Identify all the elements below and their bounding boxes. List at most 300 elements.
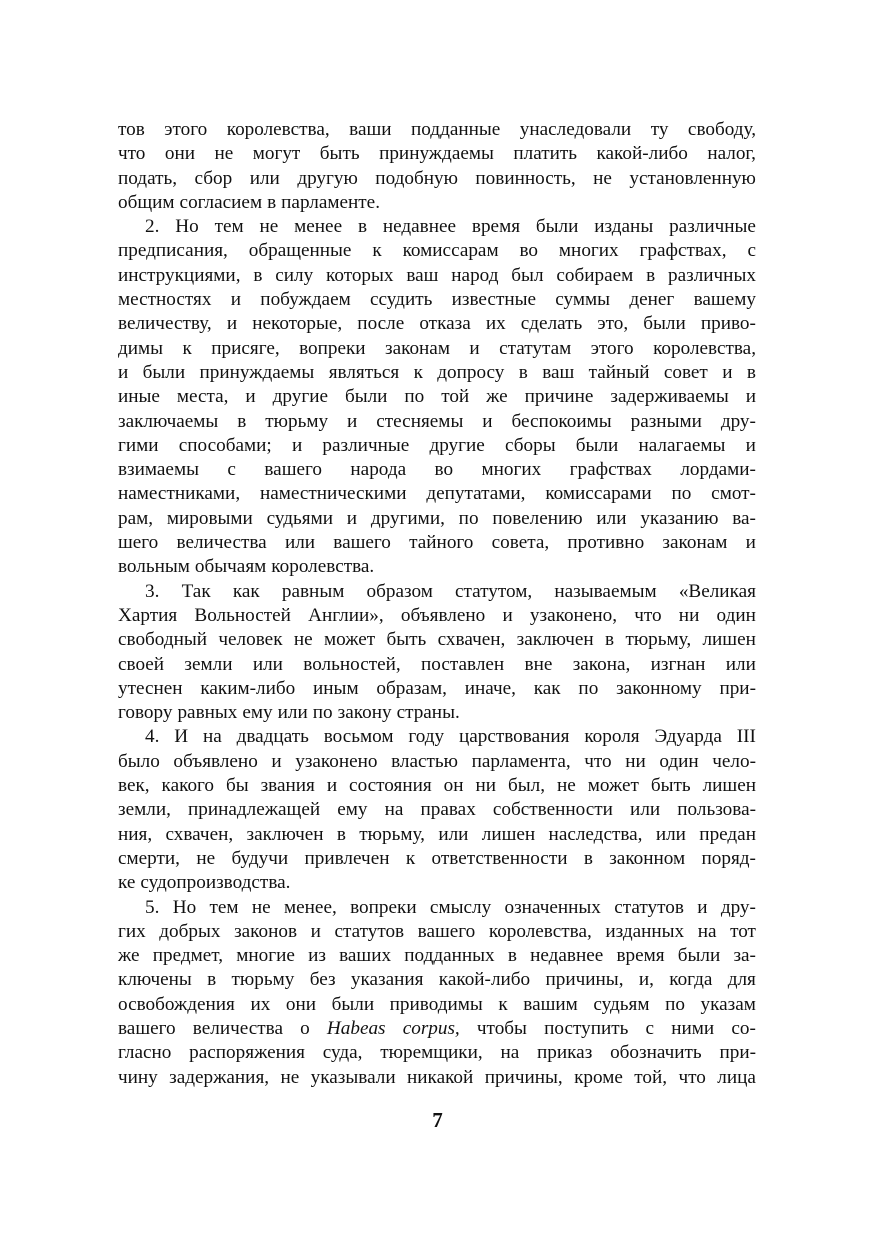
word: причины,: [545, 969, 624, 991]
word: приказ: [537, 1042, 593, 1064]
word: в: [267, 191, 277, 213]
text-line: [118, 507, 756, 531]
body-text: [118, 118, 756, 1090]
word: какой-либо: [438, 969, 531, 991]
word: по: [665, 993, 685, 1015]
word: был: [511, 264, 544, 286]
word: стесняемы: [376, 410, 464, 432]
text-line: [118, 167, 756, 191]
word: менее: [294, 216, 343, 238]
word: статутам: [499, 337, 572, 359]
word: объявлено: [173, 750, 258, 772]
word: той,: [634, 1066, 668, 1088]
word: чело-: [712, 750, 756, 772]
word: по: [671, 483, 692, 505]
word: ссудить: [370, 289, 433, 311]
word: побуждаем: [260, 289, 351, 311]
word: вопреки: [299, 337, 366, 359]
word: тюрьму,: [359, 823, 425, 845]
word: во: [519, 240, 539, 262]
word: присяге,: [211, 337, 280, 359]
word: и: [245, 386, 256, 408]
word: своей: [118, 653, 165, 675]
word: унаследовали: [519, 119, 632, 140]
word: многих: [558, 240, 619, 262]
word: Англии»,: [308, 604, 384, 626]
word: из: [308, 945, 326, 967]
word: местностях: [118, 289, 212, 311]
word: и: [722, 361, 733, 383]
word: равных: [177, 702, 238, 724]
word: при-: [719, 1042, 756, 1064]
word: в: [583, 847, 593, 869]
word: иные: [118, 386, 160, 408]
word: не: [293, 629, 313, 651]
text-line: [118, 604, 756, 628]
word: их: [485, 313, 506, 335]
word: никакой: [407, 1066, 474, 1088]
word: может: [587, 775, 639, 797]
word: налог,: [707, 143, 756, 165]
word: утеснен: [118, 677, 183, 699]
word: какого: [161, 775, 215, 797]
word: и: [745, 434, 756, 456]
word: тайного: [409, 532, 474, 554]
word: свободу,: [687, 119, 756, 140]
word: ему: [337, 799, 368, 821]
word: или: [438, 823, 469, 845]
word: когда: [669, 969, 713, 991]
word: для: [727, 969, 756, 991]
word: суда,: [322, 1042, 363, 1064]
word: не: [251, 896, 271, 918]
word: или: [252, 653, 283, 675]
word: рам,: [118, 507, 154, 529]
word: 2.: [145, 216, 160, 238]
word: или: [596, 507, 627, 529]
word: ключены: [118, 969, 192, 991]
word: и: [118, 361, 129, 383]
word: народ: [451, 264, 499, 286]
word: вашему: [693, 289, 756, 311]
text-line: [118, 312, 756, 336]
word: и: [482, 410, 493, 432]
word: по: [312, 702, 333, 724]
word: вашим: [523, 993, 578, 1015]
word: с: [645, 1017, 655, 1039]
word: тем: [209, 896, 239, 918]
word: ке: [118, 872, 136, 894]
word: принуждаемы: [379, 143, 494, 165]
word: этого: [590, 337, 634, 359]
text-line: [118, 458, 756, 482]
word: и: [502, 604, 513, 626]
text-line: [118, 968, 756, 992]
word: и: [310, 920, 321, 942]
word: узаконено,: [529, 604, 617, 626]
text-line: [118, 896, 756, 920]
word: смыслу: [429, 896, 492, 918]
text-line: [118, 677, 756, 701]
word: комиссарам: [402, 240, 499, 262]
word: гих: [118, 920, 146, 942]
word: сделать: [520, 313, 583, 335]
word: или: [630, 799, 661, 821]
word: вопреки: [350, 896, 417, 918]
text-line: [118, 628, 756, 652]
word: закона,: [572, 653, 631, 675]
word: на: [500, 1042, 520, 1064]
word: шего: [118, 532, 159, 554]
text-line: [118, 191, 756, 215]
word: депутатами,: [426, 483, 526, 505]
word: «Великая: [678, 580, 756, 602]
word: инструкциями,: [118, 264, 241, 286]
word: известные: [451, 289, 537, 311]
word: Но: [172, 896, 197, 918]
word: иным: [313, 677, 359, 699]
word: во: [434, 459, 454, 481]
word: ни: [475, 775, 497, 797]
text-line: [118, 1066, 756, 1090]
text-line: [118, 361, 756, 385]
word: век,: [118, 775, 150, 797]
word: как: [232, 580, 260, 602]
word: и: [745, 532, 756, 554]
word: изданных: [605, 920, 685, 942]
word: в: [646, 264, 656, 286]
word: образам,: [376, 677, 447, 699]
word: повинность,: [475, 167, 576, 189]
word: тюрьму: [231, 969, 295, 991]
word: чину: [118, 1066, 158, 1088]
italic-word: Habeas: [326, 1017, 386, 1039]
word: освобождения: [118, 993, 235, 1015]
text-line: [118, 118, 756, 142]
word: общим: [118, 191, 175, 213]
word: он: [443, 775, 464, 797]
word: лордами-: [680, 459, 756, 481]
word: на: [384, 799, 404, 821]
word: в: [605, 629, 615, 651]
word: другие: [272, 386, 328, 408]
word: в: [507, 945, 517, 967]
word: графствах,: [639, 240, 727, 262]
text-line: [118, 482, 756, 506]
word: к: [405, 847, 416, 869]
word: без: [309, 969, 336, 991]
word: другие: [429, 434, 485, 456]
word: места,: [176, 386, 229, 408]
word: предмет,: [152, 945, 224, 967]
word: в: [746, 361, 756, 383]
word: и: [469, 337, 480, 359]
word: смот-: [711, 483, 756, 505]
word: что: [118, 143, 146, 165]
text-line: [118, 944, 756, 968]
word: тот: [730, 920, 756, 942]
text-line: [118, 434, 756, 458]
word: поставлен: [421, 653, 505, 675]
word: силу: [275, 264, 314, 286]
text-line: [118, 1041, 756, 1065]
word: человек: [218, 629, 283, 651]
word: лишен: [702, 629, 756, 651]
word: объявлено: [400, 604, 486, 626]
word: III: [736, 726, 756, 748]
word: в: [357, 216, 368, 238]
word: величества: [176, 532, 267, 554]
word: недавнее: [530, 945, 604, 967]
word: обозначить: [610, 1042, 702, 1064]
text-line: [118, 725, 756, 749]
word: задерживаемы: [610, 386, 729, 408]
word: в: [237, 410, 247, 432]
word: наследства,: [548, 823, 643, 845]
word: заключаемы: [118, 410, 219, 432]
word: и: [271, 750, 282, 772]
word: другими,: [370, 507, 445, 529]
word: являться: [328, 361, 400, 383]
word: свободный: [118, 629, 208, 651]
word: тов: [118, 119, 145, 140]
word: быть: [319, 143, 360, 165]
word: это,: [597, 313, 629, 335]
word: короля: [584, 726, 640, 748]
word: гласно: [118, 1042, 172, 1064]
word: при-: [719, 677, 756, 699]
word: какой-либо: [596, 143, 688, 165]
word: же: [118, 945, 140, 967]
word: лишен: [481, 823, 536, 845]
word: гими: [118, 434, 159, 456]
text-line: [118, 701, 756, 725]
text-line: [118, 798, 756, 822]
word: наместниками,: [118, 483, 241, 505]
word: образом: [366, 580, 433, 602]
word: схвачен,: [165, 823, 234, 845]
word: обращенные: [248, 240, 352, 262]
word: ту: [650, 119, 669, 140]
word: восьмом: [323, 726, 394, 748]
word: тайный: [588, 361, 650, 383]
word: допросу: [437, 361, 505, 383]
word: Хартия: [118, 604, 178, 626]
word: они: [164, 143, 195, 165]
word: платить: [513, 143, 578, 165]
word: подданные: [411, 119, 501, 140]
word: Так: [181, 580, 211, 602]
word: народа: [350, 459, 407, 481]
word: властью: [391, 750, 458, 772]
word: судьями: [266, 507, 333, 529]
word: королевства,: [653, 337, 756, 359]
word: на: [697, 920, 717, 942]
word: наместническими: [259, 483, 407, 505]
word: к: [372, 240, 382, 262]
word: или: [249, 167, 280, 189]
word: взимаемы: [118, 459, 199, 481]
text-line: [118, 239, 756, 263]
word: и: [226, 313, 238, 335]
word: узаконено: [295, 750, 378, 772]
word: предписания,: [118, 240, 228, 262]
word: царствования: [458, 726, 570, 748]
word: Но: [175, 216, 199, 238]
word: сбор: [194, 167, 233, 189]
word: совет: [663, 361, 708, 383]
word: изданы: [594, 216, 654, 238]
word: которых: [326, 264, 394, 286]
word: пользова-: [677, 799, 756, 821]
word: были: [535, 216, 579, 238]
word: 3.: [145, 580, 160, 602]
word: вне: [524, 653, 553, 675]
word: каким-либо: [200, 677, 296, 699]
word: году: [408, 726, 445, 748]
word: комиссарами: [545, 483, 652, 505]
word: быть: [386, 629, 427, 651]
word: королевства,: [226, 119, 330, 140]
word: димы: [118, 337, 164, 359]
word: приво-: [700, 313, 756, 335]
word: некоторые,: [252, 313, 343, 335]
word: распоряжения: [189, 1042, 305, 1064]
word: может: [324, 629, 376, 651]
word: к: [182, 337, 192, 359]
word: были: [331, 993, 375, 1015]
word: тюрьму,: [625, 629, 692, 651]
word: принуждаемы: [199, 361, 315, 383]
word: их: [250, 993, 271, 1015]
word: схвачен,: [437, 629, 506, 651]
word: состояния: [349, 775, 432, 797]
word: разными: [630, 410, 702, 432]
word: другую: [297, 167, 358, 189]
text-line: [118, 1017, 756, 1041]
word: той: [441, 386, 470, 408]
word: дру-: [720, 410, 756, 432]
word: означенных: [504, 896, 601, 918]
word: в: [207, 969, 217, 991]
text-line: [118, 410, 756, 434]
word: вашего: [417, 920, 476, 942]
word: или: [277, 702, 308, 724]
word: мировыми: [166, 507, 253, 529]
word: статутом,: [455, 580, 533, 602]
word: же: [486, 386, 508, 408]
word: приводимы: [389, 993, 483, 1015]
text-line: [118, 653, 756, 677]
word: величества: [192, 1017, 283, 1039]
word: по: [404, 386, 425, 408]
word: вашего: [333, 532, 391, 554]
word: поступить: [544, 1017, 629, 1039]
word: с: [747, 240, 756, 262]
word: что: [678, 1066, 706, 1088]
word: были: [344, 386, 388, 408]
word: и: [347, 410, 358, 432]
word: законам: [385, 337, 450, 359]
word: И: [174, 726, 189, 748]
word: после: [357, 313, 405, 335]
word: равным: [281, 580, 345, 602]
word: время: [471, 216, 521, 238]
word: подобную: [375, 167, 458, 189]
word: привлечен: [304, 847, 390, 869]
word: различных: [668, 264, 756, 286]
word: и: [745, 386, 756, 408]
word: или: [725, 653, 756, 675]
word: за-: [733, 945, 756, 967]
word: многих: [481, 459, 542, 481]
text-line: [118, 142, 756, 166]
word: ваши: [349, 119, 392, 140]
word: противно: [567, 532, 645, 554]
text-line: [118, 580, 756, 604]
word: собираем: [556, 264, 634, 286]
word: сборы: [505, 434, 556, 456]
word: законном: [609, 847, 686, 869]
word: вашего: [264, 459, 322, 481]
word: законов: [234, 920, 298, 942]
italic-word: corpus,: [402, 1017, 460, 1039]
word: налагаемы: [638, 434, 726, 456]
word: собственности: [492, 799, 613, 821]
word: двадцать: [236, 726, 309, 748]
word: и: [697, 896, 708, 918]
word: статутов: [334, 920, 405, 942]
word: со-: [731, 1017, 756, 1039]
word: страны.: [396, 702, 460, 724]
word: этого: [164, 119, 208, 140]
text-line: [118, 288, 756, 312]
word: отказа: [419, 313, 471, 335]
word: время: [616, 945, 665, 967]
word: королевства,: [488, 920, 592, 942]
word: что: [634, 604, 662, 626]
word: вольным: [118, 556, 190, 578]
word: были: [643, 313, 686, 335]
word: ему: [242, 702, 273, 724]
word: ваших: [339, 945, 392, 967]
word: денег: [629, 289, 675, 311]
word: и,: [638, 969, 654, 991]
word: ваш: [406, 264, 439, 286]
word: ни: [625, 750, 646, 772]
word: подать,: [118, 167, 178, 189]
word: 5.: [145, 896, 160, 918]
word: были: [142, 361, 186, 383]
word: 4.: [145, 726, 160, 748]
word: говору: [118, 702, 173, 724]
word: не: [196, 847, 216, 869]
word: и: [346, 507, 358, 529]
text-line: [118, 920, 756, 944]
word: земли,: [118, 799, 171, 821]
word: парламенте.: [281, 191, 380, 213]
word: тюрьму: [265, 410, 329, 432]
word: не: [280, 1066, 300, 1088]
word: к: [498, 993, 508, 1015]
word: на: [202, 726, 222, 748]
word: парламента,: [471, 750, 571, 772]
word: законам: [662, 532, 728, 554]
word: законному: [616, 677, 702, 699]
text-line: [118, 993, 756, 1017]
word: дру-: [720, 896, 756, 918]
word: не: [556, 775, 576, 797]
